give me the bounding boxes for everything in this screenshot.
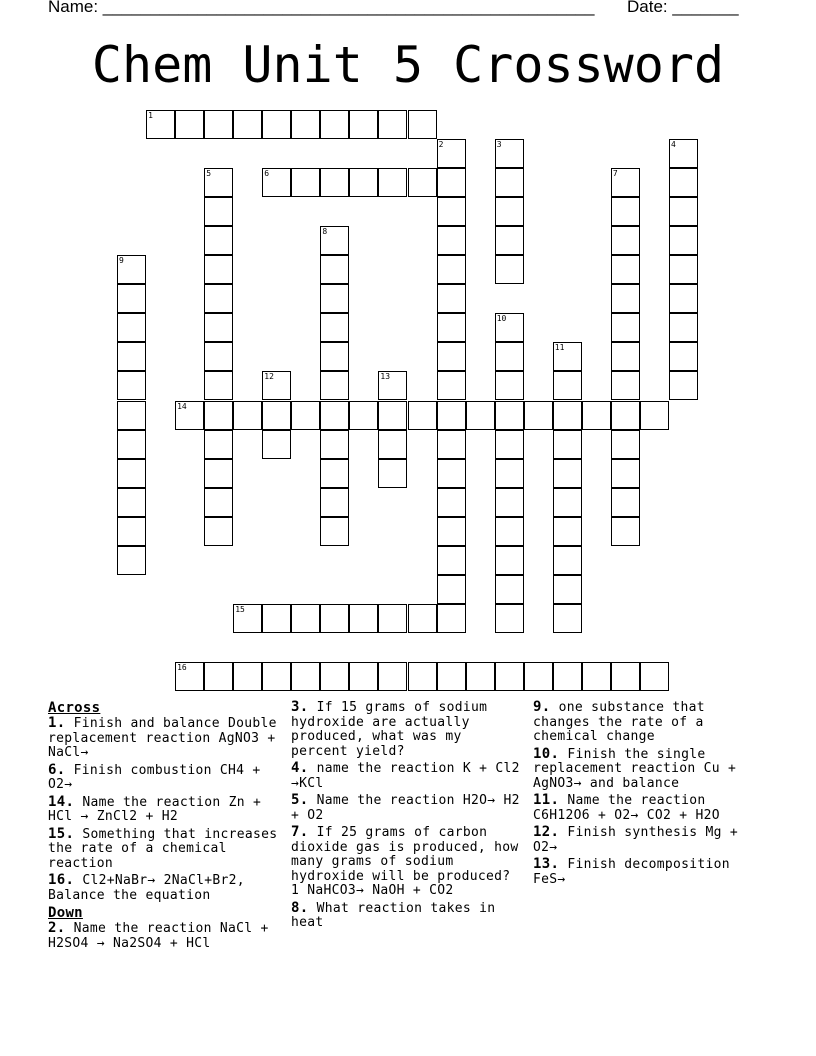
crossword-cell[interactable] [204,401,233,430]
crossword-cell[interactable] [204,255,233,284]
clue-down-5 [291,793,526,823]
crossword-cell[interactable] [495,255,524,284]
clue-text: Something that increases the rate of a chemical reaction [48,826,278,871]
crossword-cell[interactable] [291,110,320,139]
crossword-cell[interactable] [611,342,640,371]
crossword-cell[interactable] [204,313,233,342]
crossword-cell[interactable] [204,488,233,517]
crossword-cell[interactable] [117,371,146,400]
clue-text: Finish the single replacement reaction Cu + AgNO3→ and balance [533,746,737,791]
crossword-cell[interactable] [204,662,233,691]
crossword-cell[interactable] [291,401,320,430]
name-field-label: Name: ____________________________________________________ [48,0,595,16]
crossword-cell[interactable] [378,662,407,691]
clue-number: 10. [533,745,560,762]
crossword-cell[interactable] [524,662,553,691]
crossword-cell[interactable] [437,459,466,488]
crossword-cell[interactable] [378,459,407,488]
crossword-cell[interactable] [611,459,640,488]
crossword-cell[interactable] [204,517,233,546]
crossword-cell[interactable] [320,662,349,691]
crossword-cell[interactable] [233,662,262,691]
crossword-cell[interactable] [437,284,466,313]
crossword-cell[interactable] [204,459,233,488]
clue-number: 4. [291,760,309,776]
crossword-cell[interactable] [553,546,582,575]
clue-text: Finish and balance Double replacement reaction AgNO3 + NaCl→ [48,716,277,760]
crossword-cell[interactable] [437,342,466,371]
crossword-cell[interactable] [611,226,640,255]
crossword-cell[interactable] [320,459,349,488]
crossword-cell[interactable] [408,604,437,633]
date-field-label: Date: _______ [627,0,739,16]
crossword-cell[interactable] [117,546,146,575]
clue-down-13 [533,857,768,887]
crossword-cell[interactable] [378,110,407,139]
crossword-cell[interactable] [233,401,262,430]
crossword-cell[interactable] [117,342,146,371]
clue-text: If 25 grams of carbon dioxide gas is produced, how many grams of sodium hydroxide will be produced? 1 NaHCO3→ NaOH + CO2 [291,825,519,898]
clue-number: 15. [48,825,75,842]
crossword-cell[interactable] [524,401,553,430]
crossword-cell[interactable] [408,662,437,691]
clue-down-4 [291,761,526,791]
crossword-cell[interactable] [495,313,524,342]
crossword-cell[interactable] [262,371,291,400]
clue-number: 16. [48,872,75,888]
crossword-cell[interactable] [117,430,146,459]
crossword-cell[interactable] [117,255,146,284]
clue-number-label: 9 [119,256,124,266]
crossword-cell[interactable] [582,401,611,430]
clues-column-2 [291,700,526,933]
crossword-cell[interactable] [437,313,466,342]
crossword-cell[interactable] [553,575,582,604]
clue-number: 2. [48,920,66,936]
crossword-cell[interactable] [582,662,611,691]
clue-number-label: 15 [235,604,245,614]
crossword-cell[interactable] [291,168,320,197]
crossword-cell[interactable] [437,430,466,459]
crossword-cell[interactable] [349,168,378,197]
crossword-cell[interactable] [117,401,146,430]
clue-down-11 [533,793,768,823]
crossword-cell[interactable] [378,401,407,430]
clue-number-label: 14 [177,401,187,411]
crossword-cell[interactable] [262,401,291,430]
crossword-cell[interactable] [495,459,524,488]
crossword-cell[interactable] [320,488,349,517]
crossword-cell[interactable] [320,110,349,139]
crossword-cell[interactable] [320,517,349,546]
crossword-cell[interactable] [378,604,407,633]
crossword-cell[interactable] [408,168,437,197]
across-heading: Across [48,700,101,716]
clue-down-8 [291,901,526,931]
crossword-cell[interactable] [233,604,262,633]
crossword-cell[interactable] [408,401,437,430]
crossword-cell[interactable] [495,488,524,517]
crossword-cell[interactable] [495,604,524,633]
clue-across-6 [48,763,283,793]
crossword-cell[interactable] [320,226,349,255]
crossword-cell[interactable] [378,430,407,459]
crossword-cell[interactable] [669,226,698,255]
clue-number-label: 4 [671,140,676,150]
clue-text: Finish combustion CH4 + O2→ [48,762,261,792]
clue-down-7 [291,825,526,899]
crossword-cell[interactable] [378,168,407,197]
crossword-cell[interactable] [495,546,524,575]
crossword-cell[interactable] [262,110,291,139]
crossword-cell[interactable] [437,168,466,197]
crossword-cell[interactable] [495,517,524,546]
crossword-cell[interactable] [495,371,524,400]
crossword-cell[interactable] [117,459,146,488]
crossword-cell[interactable] [291,662,320,691]
clue-number-label: 7 [612,169,618,179]
crossword-cell[interactable] [437,401,466,430]
crossword-cell[interactable] [291,604,320,633]
crossword-cell[interactable] [553,488,582,517]
crossword-cell[interactable] [262,604,291,633]
clue-number-label: 12 [264,372,274,382]
crossword-cell[interactable] [262,430,291,459]
clue-number-label: 8 [322,227,328,237]
crossword-cell[interactable] [437,604,466,633]
clue-text: Name the reaction NaCl + H2SO4 → Na2SO4 + HCl [48,921,269,951]
crossword-cell[interactable] [495,662,524,691]
crossword-cell[interactable] [204,371,233,400]
clue-number: 1. [48,715,66,731]
crossword-cell[interactable] [320,168,349,197]
clue-text: Cl2+NaBr→ 2NaCl+Br2, Balance the equation [48,873,245,903]
crossword-cell[interactable] [175,401,204,430]
crossword-cell[interactable] [437,371,466,400]
clue-number-label: 10 [496,314,507,324]
crossword-cell[interactable] [611,430,640,459]
clue-down-9 [533,700,768,745]
crossword-cell[interactable] [117,284,146,313]
crossword-cell[interactable] [553,371,582,400]
crossword-cell[interactable] [233,110,262,139]
crossword-cell[interactable] [320,284,349,313]
clue-number: 13. [533,856,560,872]
crossword-cell[interactable] [437,255,466,284]
clues-column-3 [533,700,768,889]
crossword-cell[interactable] [349,662,378,691]
crossword-cell[interactable] [669,313,698,342]
crossword-cell[interactable] [669,284,698,313]
clue-number-label: 1 [148,111,153,120]
clue-number: 5. [291,792,309,808]
crossword-cell[interactable] [437,139,466,168]
clue-number-label: 16 [177,663,187,672]
crossword-cell[interactable] [669,371,698,400]
crossword-cell[interactable] [495,342,524,371]
crossword-cell[interactable] [117,313,146,342]
crossword-cell[interactable] [349,401,378,430]
crossword-cell[interactable] [204,342,233,371]
crossword-cell[interactable] [437,662,466,691]
clue-text: Name the reaction Zn + HCl → ZnCl2 + H2 [48,794,262,824]
clue-down-3 [291,700,526,759]
crossword-cell[interactable] [437,488,466,517]
crossword-cell[interactable] [611,168,640,197]
crossword-cell[interactable] [320,371,349,400]
crossword-cell[interactable] [378,371,407,400]
clue-across-1 [48,716,283,761]
crossword-cell[interactable] [611,284,640,313]
crossword-cell[interactable] [466,662,495,691]
crossword-cell[interactable] [408,110,437,139]
down-heading: Down [48,905,83,921]
crossword-cell[interactable] [437,575,466,604]
clue-number-label: 6 [264,169,270,179]
crossword-cell[interactable] [669,342,698,371]
clue-text: Name the reaction H2O→ H2 + O2 [291,793,520,823]
crossword-cell[interactable] [669,168,698,197]
crossword-cell[interactable] [553,459,582,488]
crossword-cell[interactable] [669,139,698,168]
crossword-cell[interactable] [262,168,291,197]
clue-text: one substance that changes the rate of a chemical change [533,700,705,744]
crossword-cell[interactable] [320,313,349,342]
clue-number-label: 3 [496,140,502,150]
crossword-cell[interactable] [320,401,349,430]
clue-across-14 [48,795,283,825]
crossword-cell[interactable] [320,430,349,459]
crossword-cell[interactable] [640,662,669,691]
crossword-cell[interactable] [466,401,495,430]
crossword-cell[interactable] [204,197,233,226]
crossword-cell[interactable] [669,255,698,284]
crossword-cell[interactable] [437,197,466,226]
crossword-cell[interactable] [349,604,378,633]
crossword-cell[interactable] [495,139,524,168]
crossword-cell[interactable] [553,517,582,546]
clue-number: 14. [48,793,75,810]
crossword-cell[interactable] [495,197,524,226]
clue-number: 12. [533,824,560,840]
crossword-cell[interactable] [495,401,524,430]
clue-number-label: 11 [554,343,565,353]
clue-number-label: 2 [438,140,444,150]
crossword-cell[interactable] [146,110,175,139]
clue-down-2 [48,921,283,951]
clue-down-10 [533,747,768,792]
crossword-cell[interactable] [611,517,640,546]
crossword-cell[interactable] [611,371,640,400]
crossword-cell[interactable] [611,488,640,517]
crossword-cell[interactable] [495,226,524,255]
crossword-cell[interactable] [437,546,466,575]
clue-number: 11. [533,792,560,808]
crossword-cell[interactable] [611,662,640,691]
clue-text: Finish decomposition FeS→ [533,857,730,887]
crossword-cell[interactable] [553,342,582,371]
clue-across-16 [48,873,283,903]
clue-text: name the reaction K + Cl2 →KCl [291,761,520,791]
crossword-cell[interactable] [611,401,640,430]
crossword-cell[interactable] [553,604,582,633]
crossword-cell[interactable] [495,430,524,459]
crossword-cell[interactable] [262,662,291,691]
crossword-cell[interactable] [204,284,233,313]
crossword-cell[interactable] [117,517,146,546]
clue-number: 3. [291,699,309,715]
crossword-cell[interactable] [495,575,524,604]
clue-number: 7. [291,824,309,840]
crossword-cell[interactable] [640,401,669,430]
crossword-cell[interactable] [611,313,640,342]
clue-text: Finish synthesis Mg + O2→ [533,825,738,855]
crossword-cell[interactable] [611,255,640,284]
crossword-cell[interactable] [553,662,582,691]
crossword-cell[interactable] [437,517,466,546]
crossword-cell[interactable] [320,604,349,633]
clue-down-12 [533,825,768,855]
crossword-cell[interactable] [204,430,233,459]
clue-number: 9. [533,699,551,715]
clue-number-label: 13 [380,372,391,382]
clue-number-label: 5 [206,169,212,179]
crossword-cell[interactable] [611,197,640,226]
clue-across-15 [48,827,283,872]
crossword-cell[interactable] [669,197,698,226]
crossword-cell[interactable] [204,226,233,255]
crossword-cell[interactable] [204,110,233,139]
clues-column-1 [48,700,283,953]
clue-number: 8. [291,899,309,916]
crossword-cell[interactable] [320,255,349,284]
crossword-cell[interactable] [437,226,466,255]
crossword-cell[interactable] [495,168,524,197]
crossword-cell[interactable] [349,110,378,139]
crossword-cell[interactable] [175,662,204,691]
crossword-cell[interactable] [175,110,204,139]
clue-text: Name the reaction C6H12O6 + O2→ CO2 + H2O [533,793,720,823]
clue-number: 6. [48,761,66,778]
clue-text: If 15 grams of sodium hydroxide are actually produced, what was my percent yield? [291,700,488,759]
clue-text: What reaction takes in heat [291,900,496,930]
crossword-cell[interactable] [553,430,582,459]
crossword-cell[interactable] [553,401,582,430]
crossword-cell[interactable] [204,168,233,197]
crossword-cell[interactable] [117,488,146,517]
crossword-cell[interactable] [320,342,349,371]
page-title: Chem Unit 5 Crossword [91,36,725,94]
